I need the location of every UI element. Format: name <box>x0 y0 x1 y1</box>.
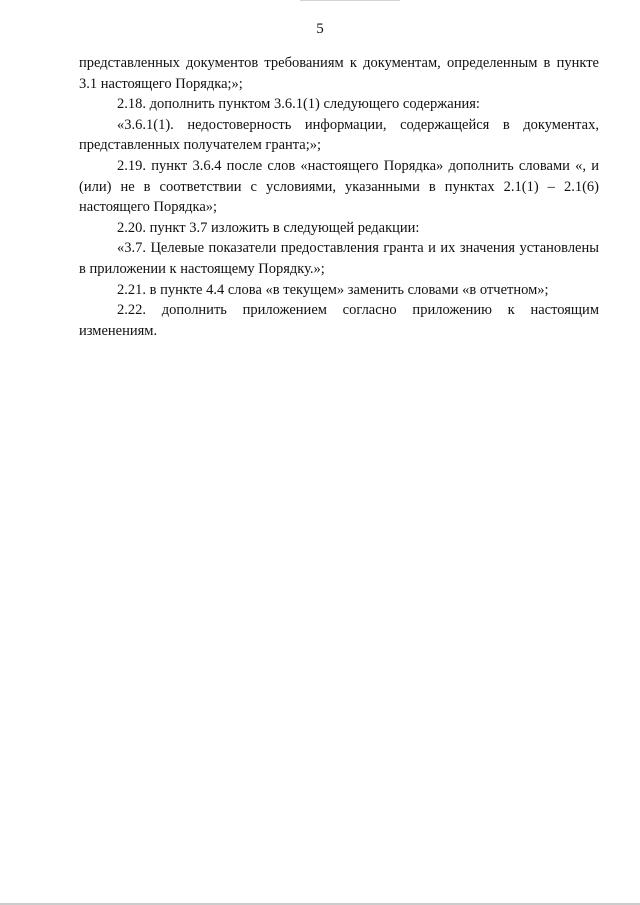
scan-artifact-top <box>300 0 400 1</box>
paragraph-2-21: 2.21. в пункте 4.4 слова «в текущем» заменить словами «в отчетном»; <box>117 281 549 298</box>
document-body <box>79 53 599 341</box>
paragraph-continuation: представленных документов требованиям к документам, определенным в пункте 3.1 настоящего Порядка;»; <box>79 55 599 92</box>
paragraph-2-18: 2.18. дополнить пунктом 3.6.1(1) следующего содержания: <box>117 96 480 113</box>
paragraph-2-22: 2.22. дополнить приложением согласно приложению к настоящим изменениям. <box>79 302 599 339</box>
paragraph-3-6-1-1: «3.6.1(1). недостоверность информации, содержащейся в документах, представленных получателем гранта;»; <box>79 116 599 154</box>
page-number: 5 <box>316 21 324 37</box>
paragraph-2-20: 2.20. пункт 3.7 изложить в следующей редакции: <box>117 219 420 236</box>
paragraph-3-7: «3.7. Целевые показатели предоставления гранта и их значения установлены в приложении к настоящему Порядку.»; <box>79 240 599 277</box>
paragraph-2-19: 2.19. пункт 3.6.4 после слов «настоящего Порядка» дополнить словами «, и (или) не в соответствии с условиями, указанными в пунктах 2.1(1) – 2.1(6) настоящего Порядка»; <box>79 157 599 216</box>
